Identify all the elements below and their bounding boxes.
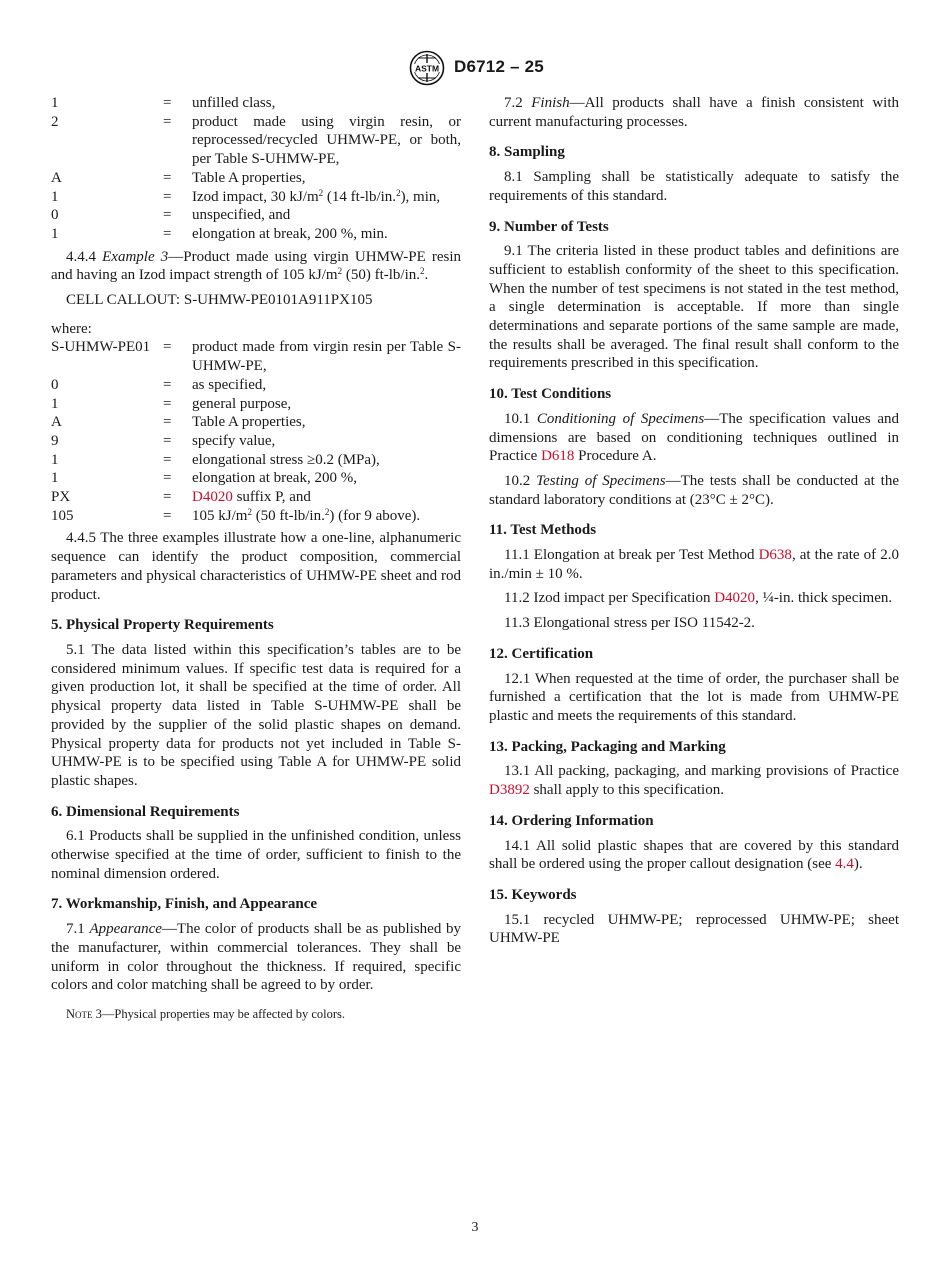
definition-list-example-3: S-UHMW-PE01 = product made from virgin resin per Table S-UHMW-PE, 0 = as specified, 1 = general purpose, A = Table A properties, 9 = specify value, 1 = elongational stress ≥0.2 (MPa), 1 = elongation at break, 200 %, PX = D4020 suffix P, and 105 = 105 $kJ/m^2$ (50 ft-lb/in.$^2$) (for 9 above). (51, 339, 461, 524)
section-heading-5: 5. Physical Property Requirements (51, 617, 274, 634)
section-heading-13: 13. Packing, Packaging and Marking (489, 738, 726, 755)
link-d4020[interactable]: D4020 (192, 489, 233, 506)
left-column (51, 94, 461, 1024)
section-heading-11: 11. Test Methods (489, 522, 597, 539)
link-section-4-4[interactable]: 4.4 (835, 856, 854, 873)
document-designation: D6712 – 25 (454, 57, 544, 76)
paragraph-5-1: 5.1 The data listed within this specification’s tables are to be considered minimum values. If specific test data is required for a given production lot, it shall be specified at the time of order. All physical property data listed in Table S-UHMW-PE shall be provided by the supplier of the solid plastic shapes on demand. Physical property data for products not yet included in Table S-UHMW-PE is to be specified using Table A for UHMW-PE solid plastic shapes. (51, 641, 461, 789)
def-value: Izod impact, 30 $kJ/m^2$ (14 ft-lb/in.$^2$), min, (192, 187, 441, 205)
link-d638[interactable]: D638 (758, 547, 792, 564)
section-heading-12: 12. Certification (489, 645, 594, 662)
note-3: Note 3—Physical properties may be affected by colors. (66, 1006, 346, 1021)
definition-list-example-2: 1 = unfilled class, 2 = product made using virgin resin, or reprocessed/recycled UHMW-PE, or both, per Table S-UHMW-PE, A = Table A properties, 1 = Izod impact, 30 $kJ/m^2$ (14 ft-lb/in.$^2$), min, 0 = unspecified, and 1 = elongation at break, 200 %, min. (51, 95, 461, 242)
def-value: unspecified, and (192, 207, 291, 224)
page-number: 3 (471, 1220, 479, 1235)
page-header (0, 50, 950, 86)
paragraph-11-1: 11.1 Elongation at break per Test Method D638, at the rate of 2.0 in./min ± 10 %. (489, 547, 899, 582)
section-heading-9: 9. Number of Tests (489, 218, 609, 235)
paragraph-13-1: 13.1 All packing, packaging, and marking provisions of Practice D3892 shall apply to this specification. (489, 763, 899, 799)
def-key: 1 (51, 95, 59, 111)
paragraph-10-1: 10.1 Conditioning of Specimens—The specification values and dimensions are based on conditioning techniques outlined in Practice D618 Procedure A. (489, 410, 899, 465)
def-value: product made using virgin resin, or reprocessed/recycled UHMW-PE, or both, per Table S-UHMW-PE, (192, 113, 461, 168)
paragraph-10-2: 10.2 Testing of Specimens—The tests shall be conducted at the standard laboratory conditions at (23°C ± 2°C). (489, 472, 899, 508)
def-key: 1 (51, 188, 59, 205)
section-heading-15: 15. Keywords (489, 886, 577, 903)
def-key: A (51, 169, 62, 186)
def-key: 1 (51, 225, 59, 242)
paragraph-11-2: 11.2 Izod impact per Specification D4020, ¼-in. thick specimen. (504, 590, 893, 607)
def-value: unfilled class, (192, 95, 276, 111)
paragraph-14-1: 14.1 All solid plastic shapes that are covered by this standard shall be ordered using the proper callout designation (see 4.4). (489, 837, 899, 873)
astm-logo-icon (409, 50, 445, 86)
section-heading-7: 7. Workmanship, Finish, and Appearance (51, 896, 318, 913)
def-key: 2 (51, 113, 59, 130)
paragraph-11-3: 11.3 Elongational stress per ISO 11542-2. (504, 615, 755, 632)
link-d4020[interactable]: D4020 (714, 590, 756, 607)
paragraph-4-4-5: 4.4.5 The three examples illustrate how a one-line, alphanumeric sequence can identify the product composition, commercial parameters and physical characteristics of UHMW-PE sheet and rod product. (51, 530, 461, 603)
section-heading-6: 6. Dimensional Requirements (51, 803, 240, 820)
svg-text:ASTM: ASTM (414, 63, 440, 74)
section-heading-8: 8. Sampling (489, 144, 565, 161)
right-column (489, 94, 899, 954)
link-d618[interactable]: D618 (541, 448, 575, 465)
def-key: 0 (51, 207, 59, 224)
link-d3892[interactable]: D3892 (489, 782, 530, 799)
cell-callout: CELL CALLOUT: S-UHMW-PE0101A911PX105 (66, 292, 373, 309)
section-heading-14: 14. Ordering Information (489, 812, 654, 829)
paragraph-7-1: 7.1 Appearance—The color of products shall be as published by the manufacturer, within commercial tolerances. They shall be uniform in color throughout the thickness. If required, specific colors and color matching shall be agreed to by order. (51, 921, 462, 994)
paragraph-15-1: 15.1 recycled UHMW-PE; reprocessed UHMW-PE; sheet UHMW-PE (489, 911, 899, 947)
paragraph-4-4-4: 4.4.4 Example 3—Product made using virgin UHMW-PE resin and having an Izod impact strength of 105 $kJ/m^2$ (50) ft-lb/in.$^2$. (51, 248, 462, 284)
paragraph-9-1: 9.1 The criteria listed in these product tables and definitions are sufficient to establish conformity of the sheet to this specification. When the number of test specimens is not stated in the test method, a single determination is acceptable. If more than single determinations and separate portions of the same sample are made, the results shall be averaged. The final result shall conform to the requirements prescribed in this specification. (489, 243, 899, 372)
paragraph-6-1: 6.1 Products shall be supplied in the unfinished condition, unless otherwise specified at the time of order, sufficient to finish to the nominal dimension ordered. (51, 828, 461, 882)
paragraph-8-1: 8.1 Sampling shall be statistically adequate to satisfy the requirements of this standard. (489, 169, 899, 204)
def-value: Table A properties, (192, 169, 306, 186)
def-value: elongation at break, 200 %, min. (192, 225, 388, 242)
where-label: where: (51, 320, 92, 337)
paragraph-12-1: 12.1 When requested at the time of order, the purchaser shall be furnished a certification that the lot is made from UHMW-PE plastic and meets the requirements of this standard. (489, 670, 899, 724)
paragraph-7-2: 7.2 Finish—All products shall have a finish consistent with current manufacturing processes. (489, 95, 899, 130)
section-heading-10: 10. Test Conditions (489, 386, 612, 403)
